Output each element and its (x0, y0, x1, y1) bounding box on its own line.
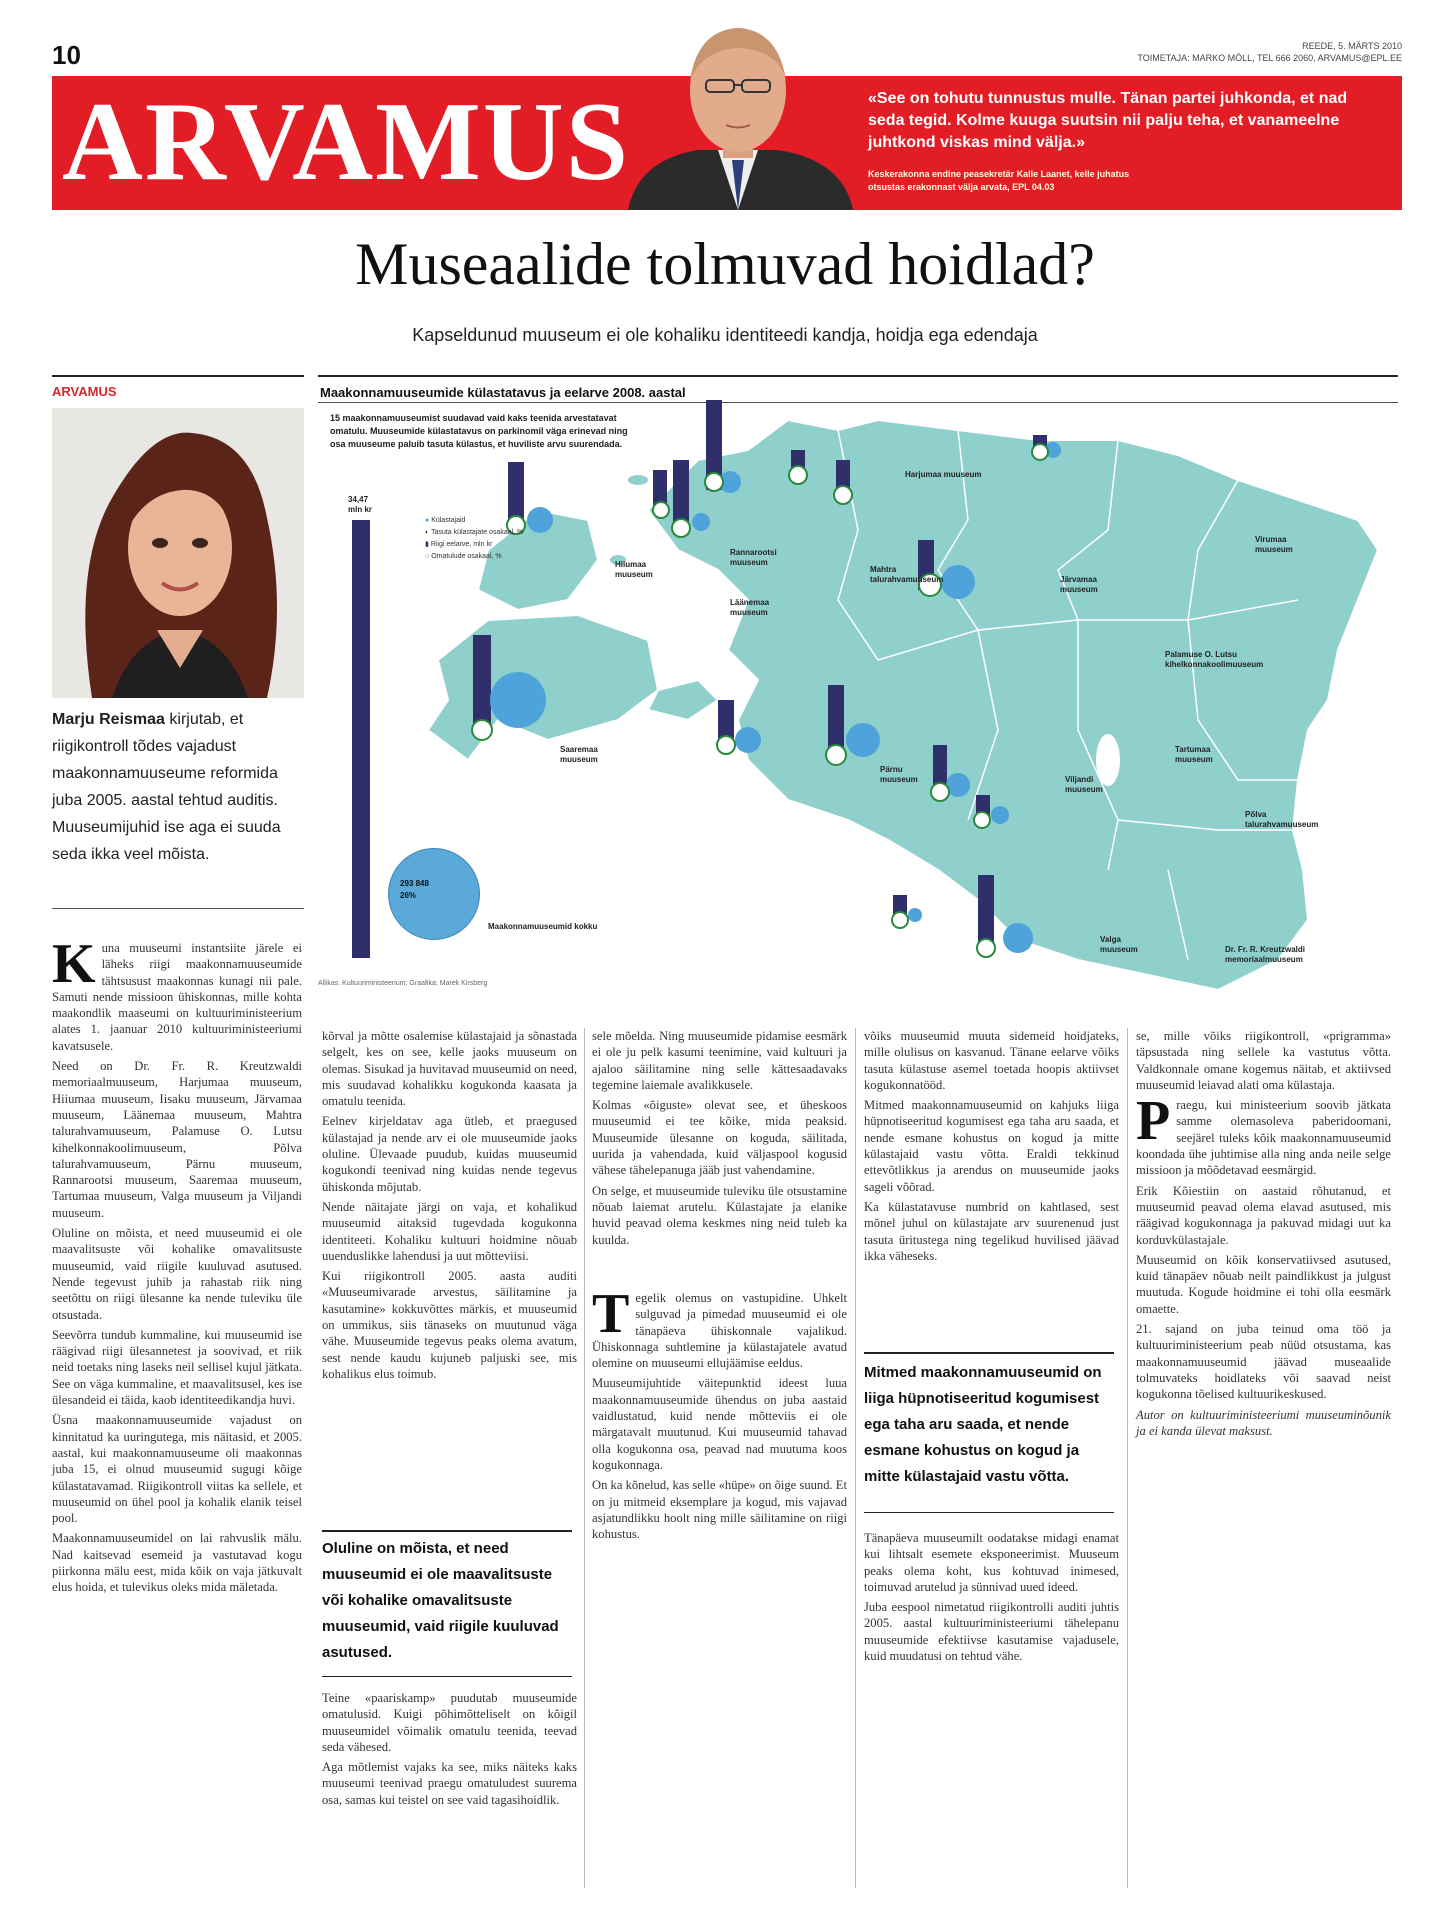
quote-source-line1: Keskerakonna endine peasekretär Kalle Laanet, kelle juhatus (868, 169, 1130, 179)
col2b-p2: Aga mõtlemist vajaks ka see, miks näiteks kaks muuseumi teenivad praegu omatuludest suurema osa, samas kui teistel on see vaid tagasihoidlik. (322, 1760, 577, 1807)
col5-p3: Erik Kõiestiin on aastaid rõhutanud, et muuseumid peavad olema elavad asutused, mis räägivad kogukonnaga ja pakuvad midagi uut ka korduvkülastajale. (1136, 1183, 1391, 1247)
body-column-5 (1136, 1028, 1391, 1443)
dateline (1137, 40, 1402, 64)
col3b-p2: Muuseumijuhtide väitepunktid ideest luua maakonnamuuseumide ühendus on juba aastaid vaidlustatud, kuid nende mõtteviis ei ole märgatavalt muutunud. Kui muuseumid tahavad olla kogukonna osa, peavad nad muutuma koos kogukonnaga. (592, 1376, 847, 1472)
total-budget-label (348, 495, 372, 515)
section-title: ARVAMUS (62, 80, 631, 204)
col1-p4: Seevõrra tundub kummaline, kui muuseumid ise räägivad riigi ülesannetest ja soovivad, et riik neid toetaks ning laseks neil sellisel kujul jätkata. See on väga kummaline, et maavalitsusel, kes ise ülesandeid ei täida, kaob identiteedikandja huvi. (52, 1327, 302, 1408)
map-label-kreutzwald: Dr. Fr. R. Kreutzwaldi memoriaalmuuseum (1225, 945, 1306, 964)
sidebar-bottom-rule (52, 908, 304, 909)
col1-p3: Oluline on mõista, et need muuseumid ei ole maavalitsuste või kohalike omavalitsuste muuseumid, vaid riigile kuuluvad asutused. Nende tegevust juhib ja rahastab riik ning seetõttu on riigi ülesanne ka nende tuleviku üle otsustada. (52, 1226, 302, 1322)
map-label-valga: Valga muuseum (1100, 935, 1138, 954)
banner-quote: «See on tohutu tunnustus mulle. Tänan partei juhkonda, et nad seda tegid. Kolme kuuga suutsin nii palju teha, et vanameelne juhtkond viskas mind välja.» (868, 90, 1348, 151)
map-label-hiiumaa: Hiiumaa muuseum (615, 560, 653, 579)
legend-item-visitors: ● Külastajaid (425, 517, 466, 524)
pullquote-1-top-rule (322, 1530, 572, 1532)
legend-item-budget: ▮ Riigi eelarve, mln kr (425, 541, 493, 548)
infographic-title: Maakonnamuuseumide külastatavus ja eelarve 2008. aastal (320, 385, 686, 400)
map-label-palamuse: Palamuse O. Lutsu kihelkonnakoolimuuseum (1165, 650, 1264, 669)
article-headline: Museaalide tolmuvad hoidlad? (355, 231, 1095, 297)
page-number: 10 (52, 40, 81, 70)
map-mainland (648, 420, 1378, 990)
total-free-share: 26% (400, 891, 417, 900)
article-subheadline: Kapseldunud muuseum ei ole kohaliku identiteedi kandja, hoidja ega edendaja (412, 325, 1038, 345)
col3-p3: On selge, et muuseumide tuleviku üle otsustamine nõuab laiemat arutelu. Külastajate ja elanike huvid peavad olema keskmes ning neid tuleb ka kuulda. (592, 1183, 847, 1247)
col4b-p2: Juba eespool nimetatud riigikontrolli auditi juhtis 2005. aastal kultuuriministeeriumi tähelepanu muuseumide efektiivse kasutamise vajadusele, kuid muudatusi on tehtud vähe. (864, 1600, 1119, 1664)
author-signature: Autor on kultuuriministeeriumi muuseuminõunik ja ei kanda ülevat maksust. (1136, 1407, 1391, 1438)
quote-source-line2: otsustas erakonnast välja arvata, EPL 04.03 (868, 182, 1055, 192)
col5-p5: 21. sajand on juba teinud oma töö ja kultuuriministeerium peab nüüd otsustama, kas maakonnamuuseumid jäävad museaalide tolmuvateks hoidlateks või saavad neist kogukonna tõelised kultuurikeskused. (1136, 1322, 1391, 1402)
pullquote-1-bottom-rule (322, 1676, 572, 1677)
pullquote-1: Oluline on mõista, et need muuseumid ei ole maavalitsuste või kohalike omavalitsuste muuseumid, vaid riigile kuuluvad asutused. (322, 1540, 559, 1661)
body-column-4 (864, 1028, 1119, 1268)
col5-p1: se, mille võiks riigikontroll, «prigramma» täpsustada ning sellele ka vastutus võtta. Valdkonnale omane kogemus näitab, et aktiivsed muuseumid leiavad alati oma külastaja. (1136, 1029, 1391, 1092)
col4-p3: Ka külastatavuse numbrid on kahtlased, sest mõnel juhul on külastajate arv suurenenud just tasuta üritustega ning tegelikud huvilised jäävad ikka väheseks. (864, 1199, 1119, 1263)
total-visitors-value: 293 848 (400, 879, 429, 888)
col2-p4: Kui riigikontroll 2005. aasta auditi «Muuseumivarade arvestus, säilitamine ja kasutamine» kokkuvõttes märkis, et muuseumid on ummikus, siis tänaseks on muutunud väga vähe. Muuseumide tegevus peaks olema avatum, sest nende kaudu kujuneb paljuski see, mis kohalikus elus toimub. (322, 1269, 577, 1381)
map-label-parnu: Pärnu muuseum (880, 765, 918, 784)
legend-item-own-income: ○ Omatulude osakaal, % (425, 553, 502, 560)
map-label-jarvamaa: Järvamaa muuseum (1060, 575, 1098, 594)
author-intro-text: kirjutab, et riigikontroll tõdes vajadust maakonnamuuseume reformida juba 2005. aastal tehtud auditis. Muuseumijuhid ise aga ei suuda seda ikka veel mõista. (52, 711, 281, 863)
dropcap-p: P (1136, 1090, 1171, 1153)
dateline-editor: TOIMETAJA: MARKO MÖLL, TEL 666 2060, ARVAMUS@EPL.EE (1137, 53, 1402, 63)
estonia-map (318, 400, 1408, 990)
map-label-polva: Põlva talurahvamuuseum (1245, 810, 1319, 829)
col3b-p1: egelik olemus on vastupidine. Uhkelt sulguvad ja pimedad muuseumid ei ole tänapäeva ühiskonnale vajalikud. Ühiskonnaga suhtlemine ja külastajatele avatud olemine on muuseumi ellujäämise eeldus. (592, 1291, 847, 1371)
col1-p6: Maakonnamuuseumidel on lai rahvuslik mälu. Nad kaitsevad esemeid ja vastutavad kogu piirkonna mälu eest, mida kõik on vaja jätkuvalt elus hoida, et tulevikus oleks mida mäletada. (52, 1531, 302, 1595)
body-column-2b (322, 1690, 577, 1812)
body-column-3 (592, 1028, 847, 1252)
map-label-virumaa: Virumaa muuseum (1255, 535, 1293, 554)
column-rule (855, 1028, 856, 1888)
pullquote-2-top-rule (864, 1352, 1114, 1354)
col3b-p3: On ka kõnelud, kas selle «hüpe» on õige suund. Et on ju mitmeid eksemplare ja kogud, mis vajavad asjatundlikku hoolt ning mille säilitamine on riigi kohustus. (592, 1478, 847, 1542)
map-label-laanemaa: Läänemaa muuseum (730, 598, 770, 617)
total-visitors-text (400, 878, 429, 902)
map-label-mahtra: Mahtra talurahvamuuseum (870, 565, 944, 584)
dropcap-t: T (592, 1283, 630, 1345)
col1-p5: Üsna maakonnamuuseumide vajadust on kinnitatud ka uuringutega, mis näitasid, et 2005. aastal, kui maakonnamuuseume oli maakonnas juba 15, ei olnud muuseumid sugugi kõige külastatavamad. Riigikontroll viitas ka sellele, et muuseumid on ühel pool ja kohalik elanik teisel pool. (52, 1413, 302, 1526)
col2b-p1: Teine «paariskamp» puudutab muuseumide omatulusid. Kuigi põhimõtteliselt on kõigil muuseumidel võimalik omatulu teenida, teevad seda vähesed. (322, 1691, 577, 1754)
infographic-note: 15 maakonnamuuseumist suudavad vaid kaks teenida arvestatavat omatulu. Muuseumide külastatavus on parkinomil väga erinevad ning osa muuseume paluib tasuta külastus, et huviliste arvu suurendada. (330, 413, 628, 449)
map-label-viljandi: Viljandi muuseum (1065, 775, 1103, 794)
col3-p2: Kolmas «õiguste» olevat see, et üheskoos muuseumid ei tee kõike, mida peaksid. Muuseumide ülesanne on koguda, säilitada, uurida ja vahendada, kuid väljaspool kogusid vähese tähelepanuga jääb just vahendamine. (592, 1098, 847, 1178)
body-column-1 (52, 933, 302, 1600)
banner-quote-source (868, 168, 1388, 194)
col5-p4: Muuseumid on kõik konservatiivsed asutused, kuid tänapäev nõuab neilt paindlikkust ja julgust muutuda. Kogude hoidmine ei tohi olla eesmärk omaette. (1136, 1252, 1391, 1316)
map-label-harjumaa: Harjumaa muuseum (905, 470, 982, 479)
author-name: Marju Reismaa (52, 711, 165, 728)
col4-p2: Mitmed maakonnamuuseumid on kahjuks liiga hüpnotiseeritud kogumisest ega taha aru saada, et nende esmane kohustus on kogud ja mitte külastajaid vastu võtta. Eraldi tekkinud ettevõtlikkus ja arendus on muuseumide jaoks sageli võõrad. (864, 1098, 1119, 1194)
total-budget-unit: mln kr (348, 505, 373, 514)
total-label: Maakonnamuuseumid kokku (488, 922, 598, 931)
col4b-p1: Tänapäeva muuseumilt oodatakse midagi enamat kui lihtsalt esemete eksponeerimist. Muuseum peaks olema koht, kus kohtuvad inimesed, toimuvad arutelud ja sünnivad uued ideed. (864, 1531, 1119, 1594)
col3-p1: sele mõelda. Ning muuseumide pidamise eesmärk ei ole ju pelk kasumi teenimine, vaid kultuuri ja ajaloo säilitamine ning selle kättesaadavaks tegemine laiemale avalikkusele. (592, 1029, 847, 1092)
body-column-3b (592, 1283, 847, 1546)
infographic-legend (425, 515, 575, 563)
body-column-2 (322, 1028, 577, 1386)
author-photo (52, 408, 304, 698)
map-label-saaremaa: Saaremaa muuseum (560, 745, 598, 764)
infographic-credit: Allikas: Kultuuriministeerium; Graafika: Marek Kirsberg (318, 980, 488, 987)
infographic-top-rule (318, 375, 1398, 377)
map-label-rannarootsi: Rannarootsi muuseum (730, 548, 777, 567)
col4-p1: võiks muuseumid muuta sidemeid hoidjateks, mille olulisus on kasvanud. Tänane eelarve võiks tasuta külastuse asemel toetada hoopis aktiivset kogukonnatööd. (864, 1029, 1119, 1092)
body-column-4b (864, 1530, 1119, 1668)
col2-p3: Nende näitajate järgi on vaja, et kohalikud muuseumid aitaksid tugevdada kogukonna identiteeti. Kohaliku kultuuri hoidmine nõuab uuenduslikke lahendusi ja uut mõtteviisi. (322, 1199, 577, 1263)
col1-p1: una muuseumi instantsiite järele ei läheks riigi maakonnamuuseumide tähtsusust maakonnas kunagi nii pale. Samuti nende missioon ühiskonnas, mille kohta maakondlik maaseumi on kultuuriministeerium alates 1. jaanuar 2010 kultuuriministeeriumi kavatsusele. (52, 941, 302, 1053)
pullquote-2-bottom-rule (864, 1512, 1114, 1513)
author-intro (52, 706, 304, 868)
legend-item-free-share: ◐ Tasuta külastajate osakaal, % (425, 529, 524, 536)
dateline-date: REEDE, 5. MÄRTS 2010 (1302, 41, 1402, 51)
sidebar-section-label: ARVAMUS (52, 384, 117, 399)
col2-p1: kõrval ja mõtte osalemise külastajaid ja sõnastada selgelt, kes on see, kelle jaoks muuseum on olemas. Sisukad ja huvitavad muuseumid on need, mis suudavad kohalikku kogukonda kaasata ja omatulu teenida. (322, 1029, 577, 1109)
total-budget-value: 34,47 (348, 495, 369, 504)
column-rule (584, 1028, 585, 1888)
total-budget-bar (352, 520, 370, 958)
col5-p2: raegu, kui ministeerium soovib jätkata samme olemasoleva paberidoomani, seejärel tuleks kõik maakonnamuuseumid koondada ühe juhtimise alla ning anda neile selge missioon ja mõõdetavad eesmärgid. (1136, 1098, 1391, 1178)
quoted-person-photo (618, 10, 858, 210)
col1-p2: Need on Dr. Fr. R. Kreutzwaldi memoriaalmuuseum, Harjumaa muuseum, Hiiumaa muuseum, Iisaku muuseum, Järvamaa muuseum, Läänemaa muuseum, Mahtra talurahvamuuseum, Palamuse O. Lutsu kihelkonnakoolimuuseum, Põlva talurahvamuuseum, Pärnu muuseum, Rannarootsi muuseum, Saaremaa muuseum, Tartumaa muuseum, Valga muuseum ja Viljandi muuseum. (52, 1059, 302, 1220)
column-rule (1127, 1028, 1128, 1888)
pullquote-2: Mitmed maakonnamuuseumid on liiga hüpnotiseeritud kogumisest ega taha aru saada, et nende esmane kohustus on kogud ja mitte külastajaid vastu võtta. (864, 1364, 1102, 1485)
col2-p2: Eelnev kirjeldatav aga ütleb, et praegused külastajad ja nende arv ei ole muuseumide jaoks oluline. Ülevaade puudub, kuidas muuseumid kogukondi teenivad ning kuidas nende tegevus ühiskonda mõjutab. (322, 1114, 577, 1194)
sidebar-top-rule (52, 375, 304, 377)
dropcap-k: K (52, 933, 96, 995)
map-label-tartumaa: Tartumaa muuseum (1175, 745, 1213, 764)
